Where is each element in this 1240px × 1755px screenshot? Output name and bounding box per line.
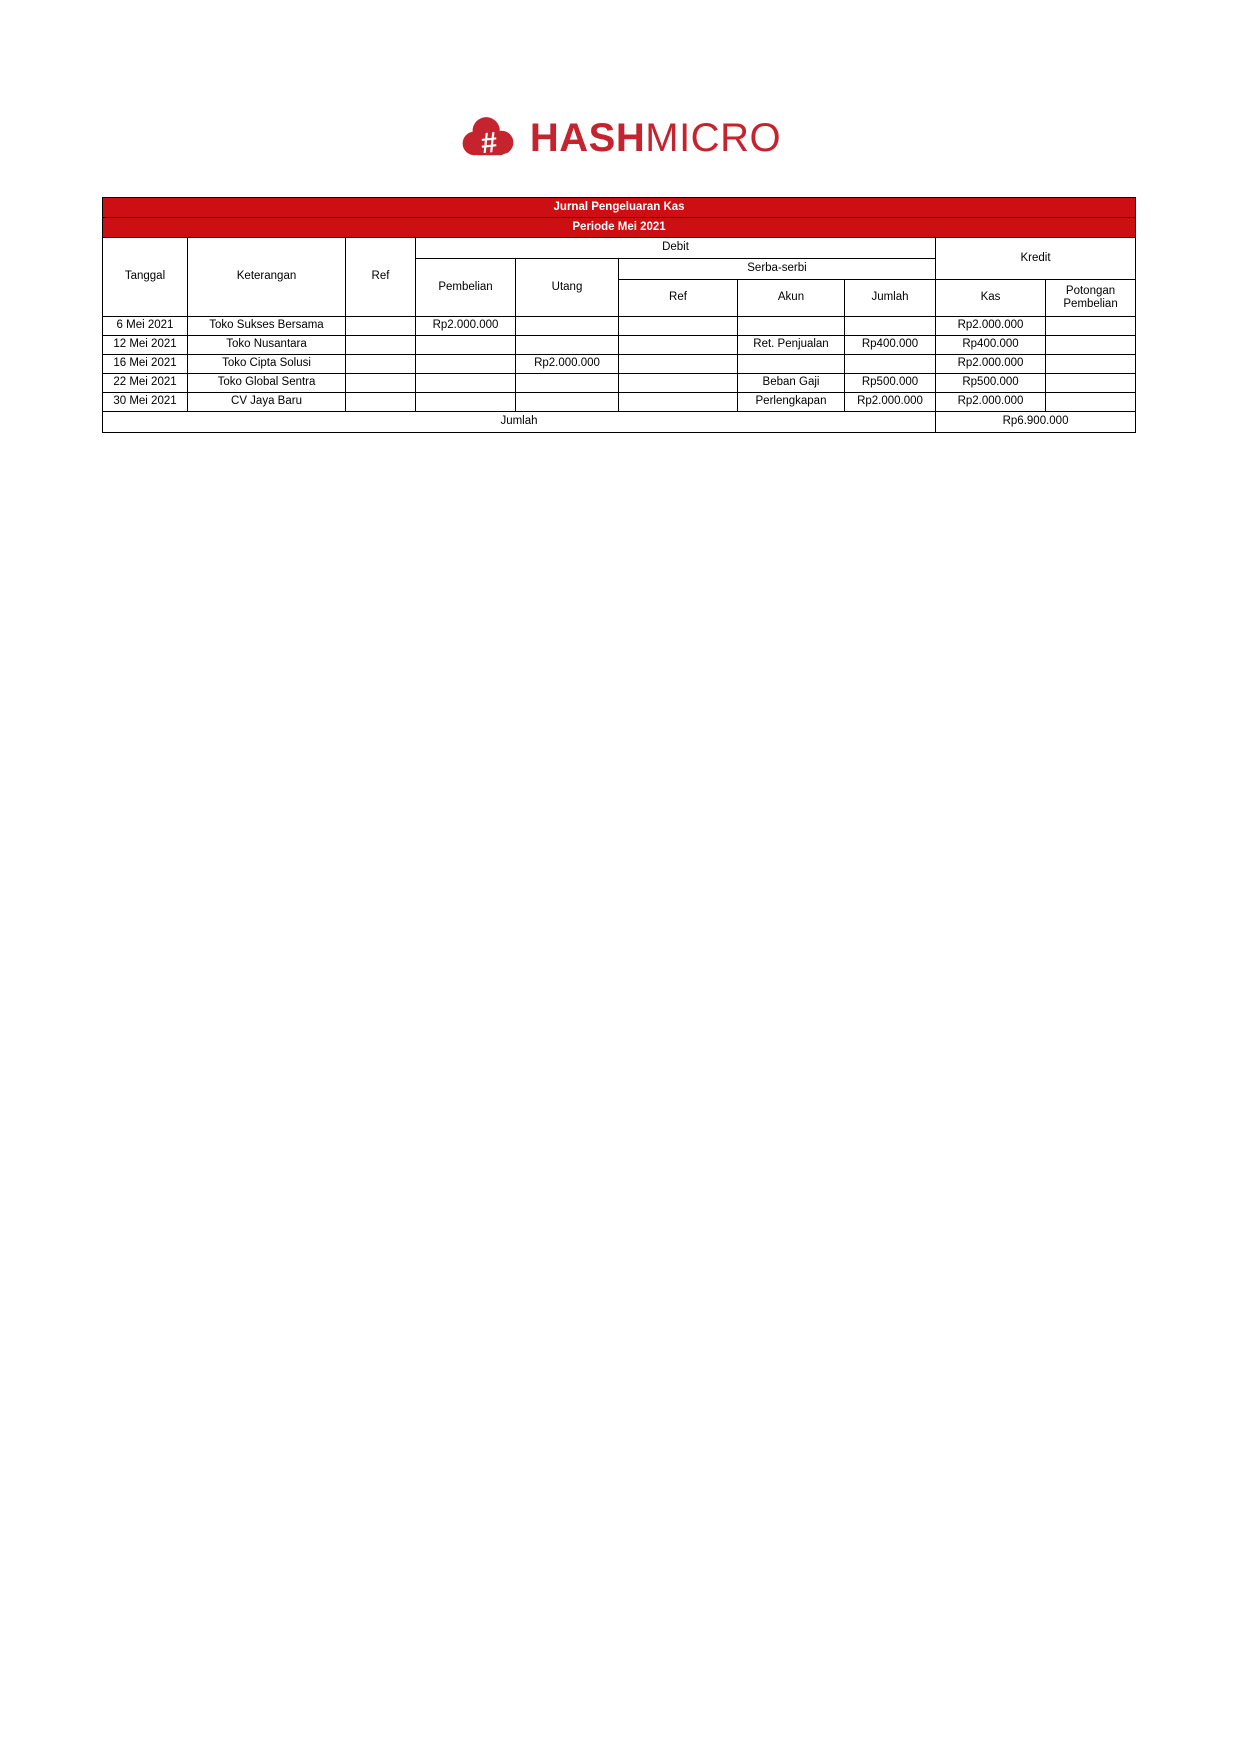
cell-kas: Rp2.000.000 [936,355,1046,374]
cell-keterangan: Toko Global Sentra [188,374,346,393]
cell-serba-ref [619,374,738,393]
header-kredit: Kredit [936,238,1136,280]
cell-serba-ref [619,355,738,374]
header-potongan-pembelian: Potongan Pembelian [1046,280,1136,317]
hashmicro-logo [0,112,1240,164]
header-ref: Ref [346,238,416,317]
cell-akun: Perlengkapan [738,393,845,412]
total-label: Jumlah [103,412,936,433]
cell-tanggal: 22 Mei 2021 [103,374,188,393]
logo-text-hash: HASH [529,116,646,160]
cell-jumlah [845,355,936,374]
cell-ref [346,336,416,355]
cell-utang: Rp2.000.000 [516,355,619,374]
cell-keterangan: Toko Cipta Solusi [188,355,346,374]
cell-utang [516,393,619,412]
cell-potongan [1046,336,1136,355]
cell-ref [346,393,416,412]
cell-pembelian [416,355,516,374]
cell-kas: Rp2.000.000 [936,317,1046,336]
header-kas: Kas [936,280,1046,317]
cell-kas: Rp2.000.000 [936,393,1046,412]
cell-potongan [1046,317,1136,336]
cell-utang [516,336,619,355]
header-serba-ref: Ref [619,280,738,317]
cell-akun [738,355,845,374]
total-row [103,412,1136,433]
logo-text-micro: MICRO [645,116,782,160]
header-pembelian: Pembelian [416,259,516,317]
cell-kas: Rp400.000 [936,336,1046,355]
cell-jumlah: Rp400.000 [845,336,936,355]
header-utang: Utang [516,259,619,317]
cell-ref [346,374,416,393]
svg-text:#: # [478,126,499,161]
cell-pembelian: Rp2.000.000 [416,317,516,336]
header-jumlah: Jumlah [845,280,936,317]
header-debit: Debit [416,238,936,259]
table-period-banner: Periode Mei 2021 [103,218,1136,238]
cell-keterangan: CV Jaya Baru [188,393,346,412]
cell-utang [516,374,619,393]
cell-pembelian [416,374,516,393]
cell-akun [738,317,845,336]
header-serba-serbi: Serba-serbi [619,259,936,280]
cell-potongan [1046,355,1136,374]
table-row [103,336,1136,355]
cell-tanggal: 16 Mei 2021 [103,355,188,374]
cell-tanggal: 30 Mei 2021 [103,393,188,412]
table-row [103,393,1136,412]
table-title-banner: Jurnal Pengeluaran Kas [103,198,1136,218]
header-keterangan: Keterangan [188,238,346,317]
cell-jumlah: Rp2.000.000 [845,393,936,412]
cell-tanggal: 6 Mei 2021 [103,317,188,336]
table-row [103,355,1136,374]
header-tanggal: Tanggal [103,238,188,317]
cell-kas: Rp500.000 [936,374,1046,393]
cell-keterangan: Toko Sukses Bersama [188,317,346,336]
logo-wordmark [530,112,781,164]
table-row [103,374,1136,393]
cell-akun: Beban Gaji [738,374,845,393]
cell-ref [346,317,416,336]
header-akun: Akun [738,280,845,317]
cell-serba-ref [619,317,738,336]
cell-jumlah: Rp500.000 [845,374,936,393]
cell-utang [516,317,619,336]
total-value: Rp6.900.000 [936,412,1136,433]
journal-table [102,197,1136,433]
cell-tanggal: 12 Mei 2021 [103,336,188,355]
cell-jumlah [845,317,936,336]
cell-keterangan: Toko Nusantara [188,336,346,355]
cell-potongan [1046,393,1136,412]
cell-pembelian [416,336,516,355]
cell-serba-ref [619,336,738,355]
cell-pembelian [416,393,516,412]
cell-serba-ref [619,393,738,412]
cell-ref [346,355,416,374]
table-row [103,317,1136,336]
cloud-hash-icon [459,115,517,161]
cell-potongan [1046,374,1136,393]
cell-akun: Ret. Penjualan [738,336,845,355]
